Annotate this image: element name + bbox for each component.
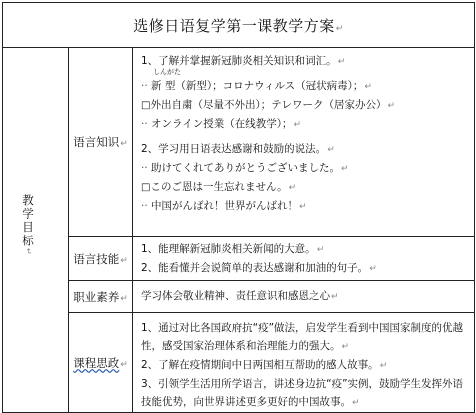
label-language-skills: 语言技能↵ [69, 237, 133, 281]
ls-item2: 2、能看懂并会说简单的表达感谢和加油的句子。↵ [141, 261, 377, 274]
row-language-knowledge [3, 48, 475, 237]
lk-vocab2: □外出自粛（尽量不外出）；テレワーク（居家办公）↵ [141, 99, 396, 111]
lk-phrase2: □このご恩は一生忘れません。↵ [141, 181, 297, 193]
bullet-box-icon: □ [141, 100, 151, 111]
label-professional: 职业素养↵ [69, 281, 133, 313]
lk-vocab3: ·· オンライン授業（在线教学）；↵ [141, 118, 301, 130]
label-ideology: 课程思政↵ [69, 313, 133, 413]
ideo-item1: 1、通过对比各国政府抗“疫”做法，启发学生看到中国国家制度的优越性，感受国家治理体系和治理能力的强大。↵ [141, 322, 464, 352]
ls-item1: 1、能理解新冠肺炎相关新闻的大意。↵ [141, 242, 325, 255]
content-professional [133, 281, 475, 313]
bullet-box-icon: □ [141, 182, 151, 193]
side-label-cell [3, 48, 69, 413]
ideo-item2: 2、了解在疫情期间中日两国相互帮助的感人故事。↵ [141, 359, 388, 371]
label-language-knowledge: 语言知识↵ [69, 48, 133, 237]
title-cell [3, 3, 475, 48]
paragraph-mark-icon: ↵ [24, 247, 33, 257]
paragraph-mark-icon: ↵ [335, 23, 344, 34]
content-ideology [133, 313, 475, 413]
ruby-annotation: しんがた 新 型 [151, 68, 182, 92]
row-ideology [3, 313, 475, 413]
lk-phrase1: ·· 助けてくれてありがとうございました。↵ [141, 162, 349, 174]
content-language-knowledge [133, 48, 475, 237]
title-row [3, 3, 475, 48]
lk-item2: 2、学习用日语表达感谢和鼓励的说法。↵ [141, 143, 335, 155]
content-language-skills [133, 237, 475, 281]
lk-item1: 1、了解并掌握新冠肺炎相关知识和词汇。↵ [141, 55, 346, 67]
row-professional [3, 281, 475, 313]
paragraph-mark-icon: ↵ [120, 139, 128, 149]
side-label: 教学目标↵ [21, 193, 35, 257]
lk-vocab1: ·· しんがた 新 型（新型）；コロナウィルス（冠状病毒）；↵ [141, 77, 470, 96]
lesson-plan-table [2, 2, 475, 413]
row-language-skills [3, 237, 475, 281]
prof-content: 学习体会敬业精神、责任意识和感恩之心↵ [141, 290, 339, 302]
document-title: 选修日语复学第一课教学方案 [133, 16, 335, 35]
ideo-item3: 3、引领学生活用所学语言，讲述身边抗“疫”实例，鼓励学生发挥外语技能优势，向世界讲述更多更好的中国故事。↵ [141, 378, 464, 408]
lk-phrase3: ·· 中国がんばれ！世界がんばれ！↵ [141, 200, 307, 212]
